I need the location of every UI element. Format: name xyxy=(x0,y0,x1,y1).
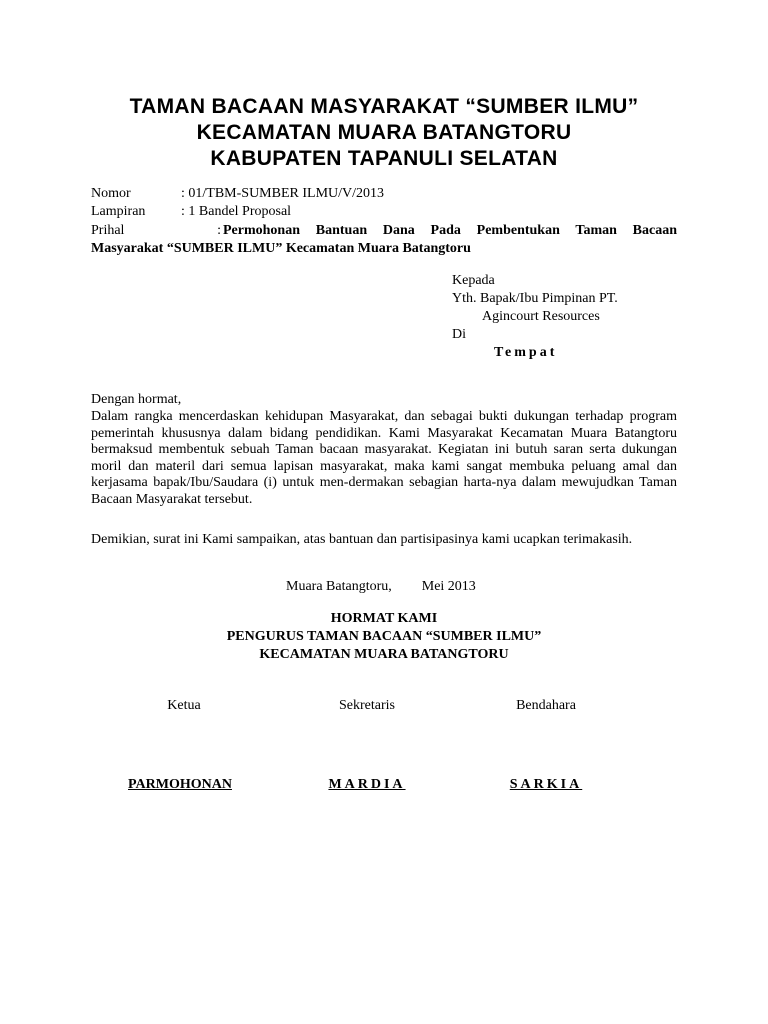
address-di: Di xyxy=(452,327,466,342)
role-sekretaris: Sekretaris xyxy=(339,698,395,713)
prihal-label: Prihal : xyxy=(91,223,221,238)
body-paragraph: Dalam rangka mencerdaskan kehidupan Masyarakat, dan sebagai bukti dukungan terhadap program pemerintah khususnya dalam bidang pendidikan. Kami Masyarakat Kecamatan Muara Batangtoru bermaksud membentuk sebuah Taman bacaan masyarakat. Kegiatan ini butuh saran serta dukungan moril dan materil dari semua lapisan masyarakat, maka kami sangat membuka peluang amal dan kerjasama bapak/Ibu/Saudara (i) untuk men-dermakan sebagian harta-nya dalam mewujudkan Taman Bacaan Masyarakat tersebut. xyxy=(91,409,677,507)
signer-ketua: PARMOHONAN xyxy=(128,777,232,792)
letterhead-title: TAMAN BACAAN MASYARAKAT “SUMBER ILMU” xyxy=(129,95,639,118)
greeting: Dengan hormat, xyxy=(91,392,182,407)
prihal-row xyxy=(91,222,677,258)
lampiran-row xyxy=(91,203,291,221)
letterhead-district: KECAMATAN MUARA BATANGTORU xyxy=(196,121,572,144)
nomor-label: Nomor xyxy=(91,186,131,201)
signoff-date: Mei 2013 xyxy=(421,579,476,594)
nomor-row xyxy=(91,185,384,203)
prihal-subject-line2: Masyarakat “SUMBER ILMU” Kecamatan Muara Batangtoru xyxy=(91,241,471,256)
address-company: Agincourt Resources xyxy=(482,309,600,324)
signer-sekretaris: MARDIA xyxy=(328,777,406,792)
role-bendahara: Bendahara xyxy=(516,698,576,713)
prihal-colon: : xyxy=(217,223,221,238)
lampiran-label: Lampiran xyxy=(91,204,146,219)
signoff-regards: HORMAT KAMI xyxy=(330,611,438,626)
letterhead-regency: KABUPATEN TAPANULI SELATAN xyxy=(210,147,558,170)
address-to: Kepada xyxy=(452,273,495,288)
lampiran-value: : 1 Bandel Proposal xyxy=(181,204,292,219)
prihal-subject-line1: Permohonan Bantuan Dana Pada Pembentukan Taman Bacaan xyxy=(223,223,677,238)
role-ketua: Ketua xyxy=(167,698,201,713)
address-place: Tempat xyxy=(494,345,558,360)
signoff-district: KECAMATAN MUARA BATANGTORU xyxy=(259,647,509,662)
closing-sentence: Demikian, surat ini Kami sampaikan, atas bantuan dan partisipasinya kami ucapkan terimakasih. xyxy=(91,532,633,547)
nomor-value: : 01/TBM-SUMBER ILMU/V/2013 xyxy=(181,186,385,201)
signoff-organization: PENGURUS TAMAN BACAAN “SUMBER ILMU” xyxy=(226,629,542,644)
signoff-city: Muara Batangtoru, xyxy=(286,579,392,594)
address-recipient: Yth. Bapak/Ibu Pimpinan PT. xyxy=(452,291,618,306)
signer-bendahara: SARKIA xyxy=(509,777,583,792)
place-date xyxy=(286,578,476,596)
